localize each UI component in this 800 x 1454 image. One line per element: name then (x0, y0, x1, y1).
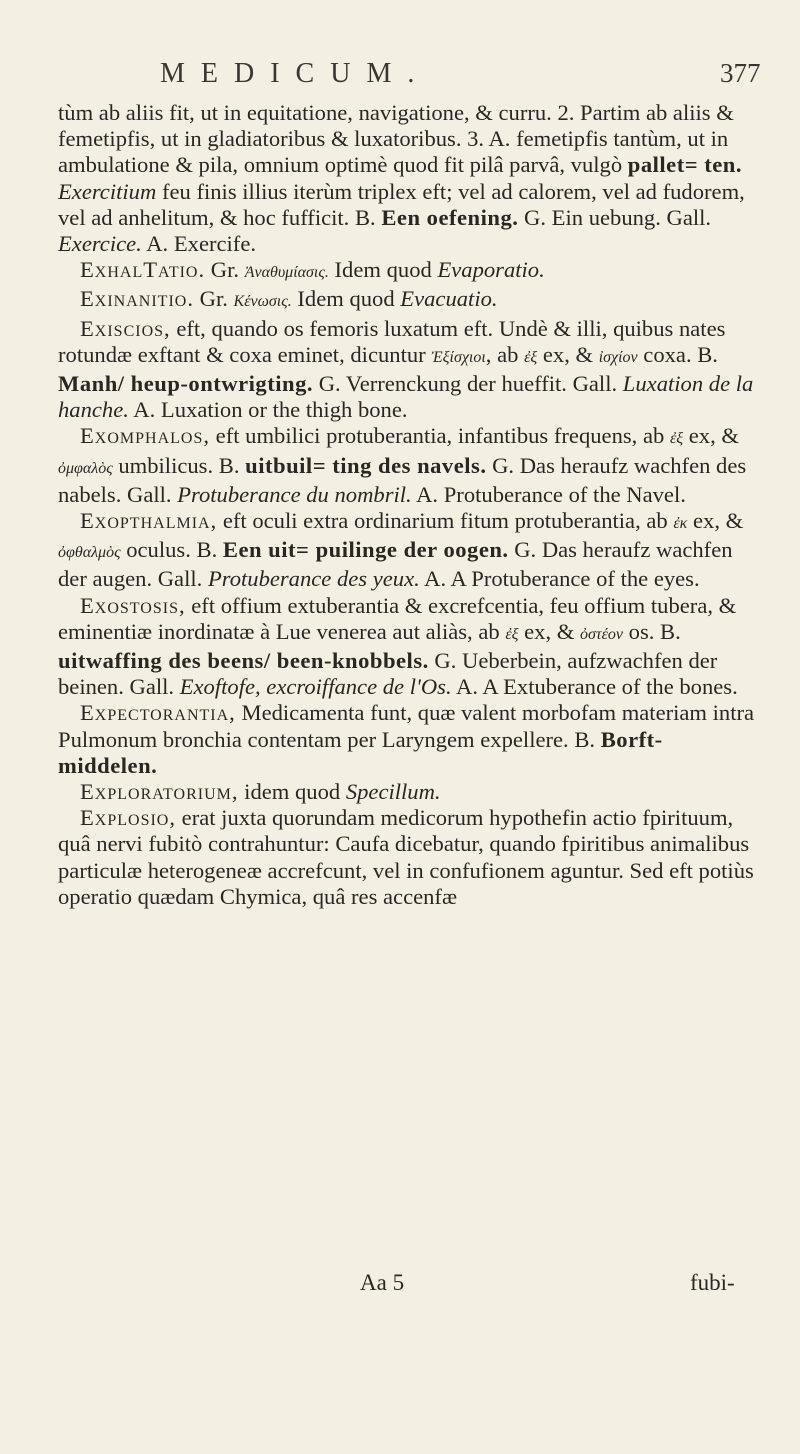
headword: Exinanitio. (80, 286, 194, 312)
greek-term: ἐξ (669, 430, 684, 448)
dutch-term: uitwaffing des beens/ been-knobbels. (58, 648, 429, 674)
entry-text: Medicamenta funt, quæ valent morbofam materiam intra Pulmonum bronchia contentam per Laryngem expellere. B. (58, 700, 755, 752)
entry-text: A. Luxation or the thigh bone. (128, 397, 408, 423)
entry-text: erat juxta quorundam medicorum hypothefin actio fpirituum, quâ nervi fubitò contrahuntur: Caufa dicebatur, quando fpiritibus animalibus particulæ heterogeneæ accrefcunt, vel in confufionem aguntur. Sed eft potiùs operatio quædam Chymica, quâ res accenfæ (58, 805, 754, 909)
dutch-term: pallet= ten. (627, 152, 743, 178)
entry-paragraph (58, 316, 758, 424)
italic-term: Specillum. (345, 779, 441, 805)
headword: Exostosis, (80, 592, 186, 618)
entry-text: feu finis illius iterùm triplex eft; vel ad calorem, vel ad fudorem, vel ad anhelitum, & hoc fufficit. B. (58, 178, 745, 230)
entry-text: tùm ab aliis fit, ut in equitatione, navigatione, & curru. 2. Partim ab aliis & femetipfis, ut in gladiatoribus & luxatoribus. 3. A. femetipfis tantùm, ut in ambulatione & pila, omnium optimè quod fit pilâ parvâ, vulgò (58, 100, 734, 178)
entry-text: G. Das heraufz wachfen des nabels. Gall. (58, 452, 747, 507)
dutch-term: Een oefening. (381, 204, 519, 230)
entry-text: ex, & (518, 618, 580, 644)
entry-paragraph (58, 257, 758, 286)
entry-paragraph (58, 805, 758, 910)
entry-paragraph (58, 508, 758, 593)
italic-term: Exercitium (58, 178, 157, 204)
greek-term: ὀφθαλμὸς (58, 544, 121, 562)
entry-paragraph (58, 100, 758, 257)
entry-text: Gr. (205, 257, 245, 283)
running-head: MEDICUM. (160, 58, 431, 89)
greek-term: Ἀναθυμίασις. (244, 264, 329, 282)
greek-term: ἰσχίον (598, 348, 638, 366)
entry-text: A. A Extuberance of the bones. (451, 674, 738, 700)
dutch-term: Een uit= puilinge der oogen. (222, 537, 509, 563)
headword: Exopthalmia, (80, 508, 218, 534)
entry-text: eft, quando os femoris luxatum eft. Undè & illi, quibus nates rotundæ exftant & coxa eminet, dicuntur (58, 315, 726, 367)
italic-term: Evaporatio. (437, 257, 545, 283)
page-header (0, 58, 800, 98)
entry-paragraph (58, 593, 758, 701)
greek-term: Ἐξίσχιοι (431, 348, 486, 366)
entry-text: ex, & (537, 341, 599, 367)
entry-text: Idem quod (328, 257, 438, 283)
page-number: 377 (720, 58, 761, 88)
entry-text: G. Ueberbein, aufzwachfen der beinen. Gall. (58, 648, 718, 700)
italic-term: Exoftofe, excroiffance de l'Os. (179, 674, 452, 700)
entry-text: umbilicus. B. (112, 452, 246, 478)
headword: ExhalTatio. (80, 257, 206, 283)
headword: Exomphalos, (80, 423, 211, 449)
entry-text: Idem quod (291, 286, 401, 312)
page-body (58, 100, 758, 910)
entry-text: eft oculi extra ordinarium fitum protuberantia, ab (217, 508, 674, 534)
greek-term: ἐξ (505, 625, 519, 643)
entry-text: A. Exercife. (141, 231, 256, 257)
greek-term: ὀστέον (579, 625, 624, 643)
headword: Explosio, (80, 805, 177, 831)
greek-term: ὀμφαλὸς (58, 459, 113, 477)
entry-text: A. A Protuberance of the eyes. (419, 566, 700, 592)
dutch-term: uitbuil= ting des navels. (245, 452, 487, 478)
entry-text: G. Verrenckung der hueffit. Gall. (313, 371, 623, 397)
entry-paragraph (58, 700, 758, 779)
dutch-term: Manh/ heup-ontwrigting. (58, 371, 314, 397)
entry-text: idem quod (238, 779, 346, 805)
signature-mark: Aa 5 (360, 1270, 405, 1295)
entry-text: eft umbilici protuberantia, infantibus frequens, ab (210, 423, 670, 449)
entry-text: , ab (485, 341, 525, 367)
italic-term: Evacuatio. (400, 286, 498, 312)
entry-text: G. Das heraufz wachfen der augen. Gall. (58, 537, 733, 592)
greek-term: ἐκ (673, 515, 688, 533)
italic-term: Protuberance des yeux. (207, 566, 420, 592)
headword: Exploratorium, (80, 779, 239, 805)
entry-text: os. B. (623, 618, 681, 644)
italic-term: Protuberance du nombril. (177, 481, 412, 507)
entry-text: ex, & (687, 508, 744, 534)
greek-term: ἐξ (524, 348, 538, 366)
entry-text: coxa. B. (637, 341, 718, 367)
italic-term: Exercice. (58, 231, 142, 257)
entry-text: oculus. B. (120, 537, 223, 563)
entry-paragraph (58, 286, 758, 315)
entry-paragraph (58, 423, 758, 508)
greek-term: Κένωσις. (233, 293, 292, 311)
italic-term: Luxation de la hanche. (58, 371, 754, 423)
entry-text: eft offium extuberantia & excrefcentia, feu offium tubera, & eminentiæ inordinatæ à Lue venerea aut aliàs, ab (58, 592, 737, 644)
dutch-term: Borft-middelen. (58, 726, 663, 778)
entry-text: ex, & (683, 423, 739, 449)
entry-paragraph (58, 779, 758, 805)
entry-text: A. Protuberance of the Navel. (411, 481, 686, 507)
headword: Exiscios, (80, 315, 171, 341)
entry-text: G. Ein uebung. Gall. (518, 204, 712, 230)
catchword: fubi- (690, 1270, 735, 1295)
entry-text: Gr. (193, 286, 234, 312)
headword: Expectorantia, (80, 700, 236, 726)
